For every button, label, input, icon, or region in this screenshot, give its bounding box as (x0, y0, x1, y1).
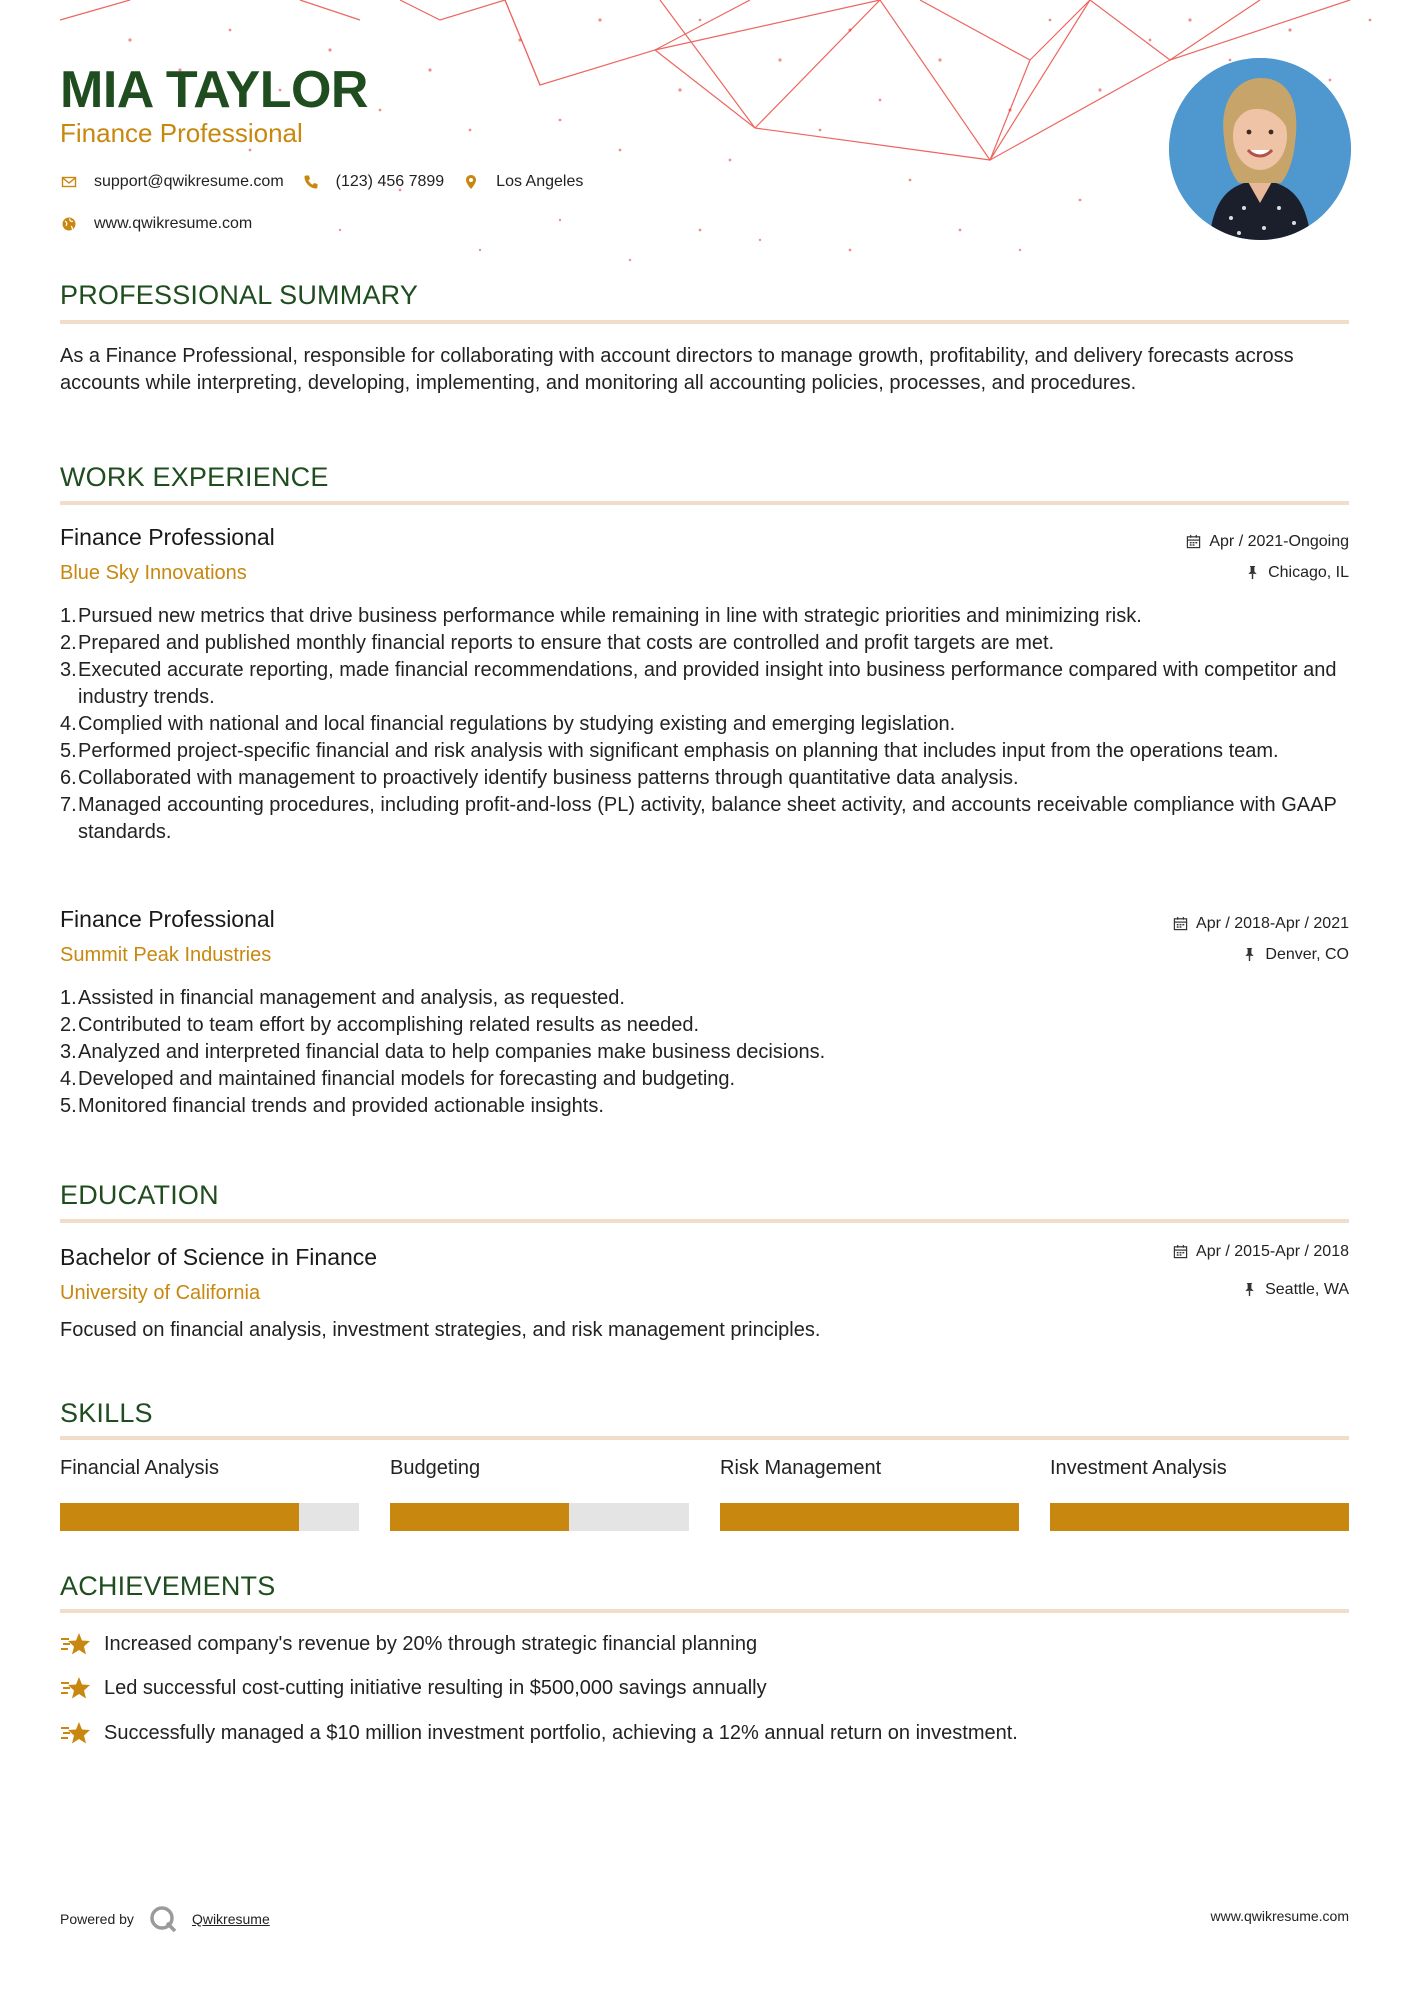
profile-photo (1169, 58, 1351, 240)
section-title-education: EDUCATION (60, 1180, 219, 1210)
skill-item (1050, 1457, 1349, 1485)
list-item: 3. Executed accurate reporting, made financial recommendations, and provided insight into business performance compared with competitor and industry trends. (60, 659, 1337, 708)
job-bullets (60, 603, 1349, 846)
list-item: 4. Developed and maintained financial models for forecasting and budgeting. (60, 1068, 736, 1090)
achievement-text: Successfully managed a $10 million investment portfolio, achieving a 12% annual return on investment. (104, 1721, 1018, 1744)
job-location (1242, 946, 1349, 964)
calendar-icon (1173, 916, 1189, 932)
contact-row-secondary (60, 215, 270, 233)
achievement-text: Led successful cost-cutting initiative resulting in $500,000 savings annually (104, 1676, 767, 1699)
contact-email[interactable] (60, 173, 284, 191)
candidate-name: MIA TAYLOR (60, 61, 368, 119)
skill-label: Risk Management (720, 1457, 882, 1479)
powered-by-text: Powered by (60, 1911, 134, 1927)
pin-icon (1242, 1282, 1258, 1298)
phone-text: (123) 456 7899 (335, 173, 445, 190)
footer-powered-by (60, 1904, 270, 1934)
email-text: support@qwikresume.com (94, 173, 284, 190)
location-text: Denver, CO (1265, 946, 1349, 963)
pin-icon (1242, 947, 1258, 963)
section-divider (60, 1219, 1349, 1223)
resume-page (60, 0, 1349, 1990)
section-title-experience: WORK EXPERIENCE (60, 462, 329, 492)
job-bullets (60, 985, 1349, 1120)
skill-bar-fill (390, 1503, 569, 1531)
pin-icon (1245, 565, 1261, 581)
job-dates (1186, 533, 1349, 551)
skill-bar-fill (720, 1503, 1019, 1531)
qwikresume-logo-icon (148, 1904, 178, 1934)
section-divider (60, 1609, 1349, 1613)
calendar-icon (1173, 1244, 1189, 1260)
globe-icon (60, 215, 78, 233)
envelope-icon (60, 173, 78, 191)
job-dates (1173, 915, 1349, 933)
dates-text: Apr / 2018-Apr / 2021 (1196, 915, 1349, 932)
section-divider (60, 320, 1349, 324)
skill-bar-fill (1050, 1503, 1349, 1531)
company-name: Blue Sky Innovations (60, 562, 247, 584)
footer-website[interactable]: www.qwikresume.com (1210, 1908, 1349, 1924)
skill-item (60, 1457, 359, 1485)
job-title: Finance Professional (60, 524, 275, 550)
job-location (1245, 564, 1349, 582)
list-item: 5. Performed project-specific financial and risk analysis with significant emphasis on planning that includes input from the operations team. (60, 740, 1279, 762)
education-dates (1173, 1243, 1349, 1261)
degree-title: Bachelor of Science in Finance (60, 1244, 378, 1270)
dates-text: Apr / 2021-Ongoing (1209, 533, 1349, 550)
skill-bar (60, 1503, 359, 1531)
list-item: 7. Managed accounting procedures, including profit-and-loss (PL) activity, balance sheet activity, and accounts receivable compliance with GAAP standards. (60, 794, 1337, 843)
education-location (1242, 1281, 1349, 1299)
list-item: 1. Assisted in financial management and analysis, as requested. (60, 987, 625, 1009)
section-title-skills: SKILLS (60, 1398, 153, 1428)
location-text: Seattle, WA (1265, 1281, 1349, 1298)
skill-bar (390, 1503, 689, 1531)
map-pin-icon (462, 173, 480, 191)
achievement-text: Increased company's revenue by 20% through strategic financial planning (104, 1632, 758, 1655)
star-award-icon (60, 1631, 92, 1657)
skill-bar (1050, 1503, 1349, 1531)
dates-text: Apr / 2015-Apr / 2018 (1196, 1243, 1349, 1260)
section-title-achievements: ACHIEVEMENTS (60, 1571, 276, 1601)
list-item: 2. Contributed to team effort by accomplishing related results as needed. (60, 1014, 700, 1036)
skill-item (720, 1457, 1019, 1485)
section-divider (60, 1436, 1349, 1440)
summary-text: As a Finance Professional, responsible for collaborating with account directors to manage growth, profitability, and delivery forecasts across accounts while interpreting, developing, implementing, and monitoring all accounting policies, processes, and procedures. (60, 345, 1294, 394)
candidate-role: Finance Professional (60, 118, 303, 148)
school-name: University of California (60, 1282, 261, 1304)
company-name: Summit Peak Industries (60, 944, 272, 966)
skill-item (390, 1457, 689, 1485)
list-item: 2. Prepared and published monthly financial reports to ensure that costs are controlled and profit targets are met. (60, 632, 1055, 654)
contact-location (462, 173, 583, 191)
contact-phone[interactable] (302, 173, 445, 191)
phone-icon (302, 173, 320, 191)
achievement-item (60, 1631, 757, 1657)
contact-website[interactable] (60, 215, 252, 233)
location-text: Chicago, IL (1268, 564, 1349, 581)
contact-row-primary (60, 173, 601, 191)
list-item: 5. Monitored financial trends and provided actionable insights. (60, 1095, 604, 1117)
section-divider (60, 501, 1349, 505)
skill-label: Investment Analysis (1050, 1457, 1227, 1479)
list-item: 4. Complied with national and local financial regulations by studying existing and emerging legislation. (60, 713, 956, 735)
star-award-icon (60, 1720, 92, 1746)
list-item: 3. Analyzed and interpreted financial data to help companies make business decisions. (60, 1041, 826, 1063)
calendar-icon (1186, 534, 1202, 550)
brand-link[interactable]: Qwikresume (191, 1911, 270, 1927)
education-description: Focused on financial analysis, investment strategies, and risk management principles. (60, 1319, 821, 1341)
achievement-item (60, 1675, 767, 1701)
list-item: 6. Collaborated with management to proactively identify business patterns through quantitative data analysis. (60, 767, 1019, 789)
skill-label: Financial Analysis (60, 1457, 219, 1479)
website-text: www.qwikresume.com (94, 215, 253, 232)
skill-bar-fill (60, 1503, 299, 1531)
achievement-item (60, 1720, 1018, 1746)
skill-bar (720, 1503, 1019, 1531)
location-text: Los Angeles (496, 173, 584, 190)
job-title: Finance Professional (60, 906, 275, 932)
list-item: 1. Pursued new metrics that drive business performance while remaining in line with strategic priorities and minimizing risk. (60, 605, 1142, 627)
section-title-summary: PROFESSIONAL SUMMARY (60, 280, 419, 310)
skill-label: Budgeting (390, 1457, 481, 1479)
star-award-icon (60, 1675, 92, 1701)
